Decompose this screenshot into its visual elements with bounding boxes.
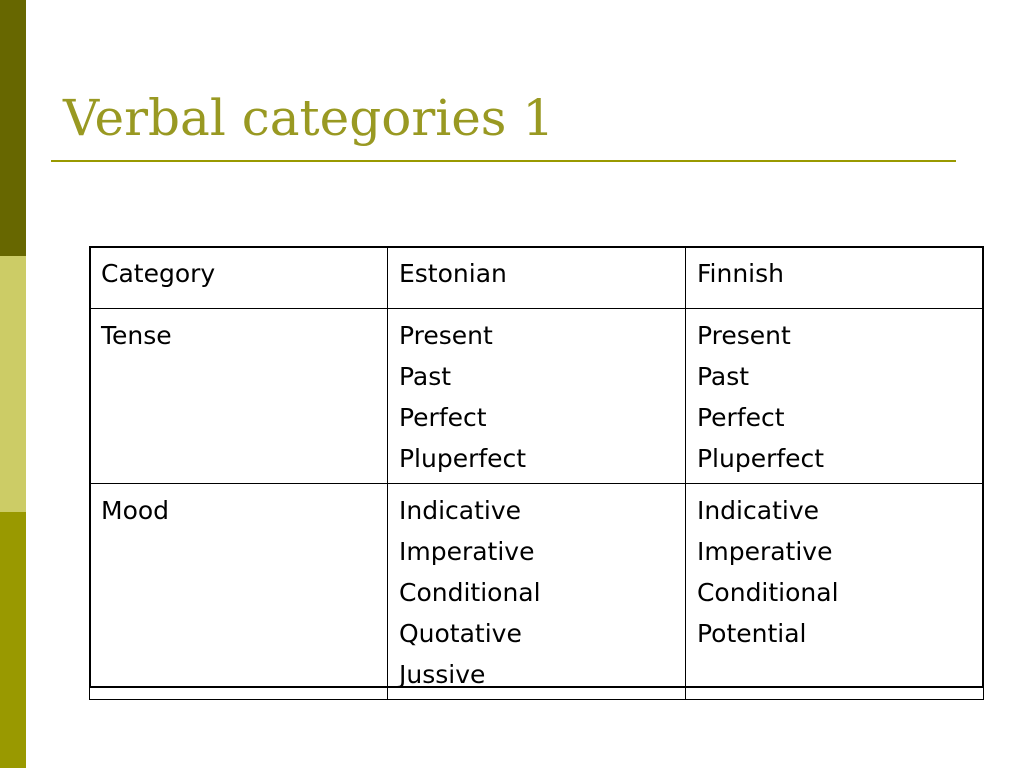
cell-tense-category — [90, 309, 388, 484]
list-item: Jussive — [398, 660, 486, 689]
list-item: Perfect — [398, 403, 487, 432]
header-category-label: Category — [101, 259, 216, 288]
side-accent-top — [0, 0, 26, 256]
category-label: Tense — [101, 321, 172, 350]
category-label: Mood — [101, 496, 170, 525]
cell-mood-estonian — [387, 484, 685, 700]
list-item: Pluperfect — [398, 444, 527, 473]
header-estonian — [387, 247, 685, 309]
side-accent-bar — [0, 0, 26, 768]
list-item: Indicative — [398, 496, 522, 525]
cell-mood-finnish — [685, 484, 983, 700]
list-item: Conditional — [398, 578, 541, 607]
side-accent-middle — [0, 256, 26, 512]
list-item: Imperative — [398, 537, 535, 566]
header-estonian-label: Estonian — [398, 259, 507, 288]
slide-title: Verbal categories 1 — [63, 89, 555, 147]
header-finnish — [685, 247, 983, 309]
list-item: Pluperfect — [696, 444, 825, 473]
header-category — [90, 247, 388, 309]
list-item: Potential — [696, 619, 807, 648]
verbal-categories-table — [89, 246, 984, 700]
list-item: Past — [398, 362, 452, 391]
cell-mood-category — [90, 484, 388, 700]
list-item: Indicative — [696, 496, 819, 525]
cell-tense-estonian — [387, 309, 685, 484]
list-item: Imperative — [696, 537, 833, 566]
list-item: Perfect — [696, 403, 785, 432]
table-row-mood — [90, 484, 984, 700]
list-item: Present — [398, 321, 493, 350]
list-item: Quotative — [398, 619, 522, 648]
header-finnish-label: Finnish — [696, 259, 784, 288]
list-item: Present — [696, 321, 791, 350]
table-header-row — [90, 247, 984, 309]
table-row-tense — [90, 309, 984, 484]
list-item: Conditional — [696, 578, 839, 607]
list-item: Past — [696, 362, 750, 391]
side-accent-bottom — [0, 512, 26, 768]
cell-tense-finnish — [685, 309, 983, 484]
title-underline — [51, 160, 956, 162]
